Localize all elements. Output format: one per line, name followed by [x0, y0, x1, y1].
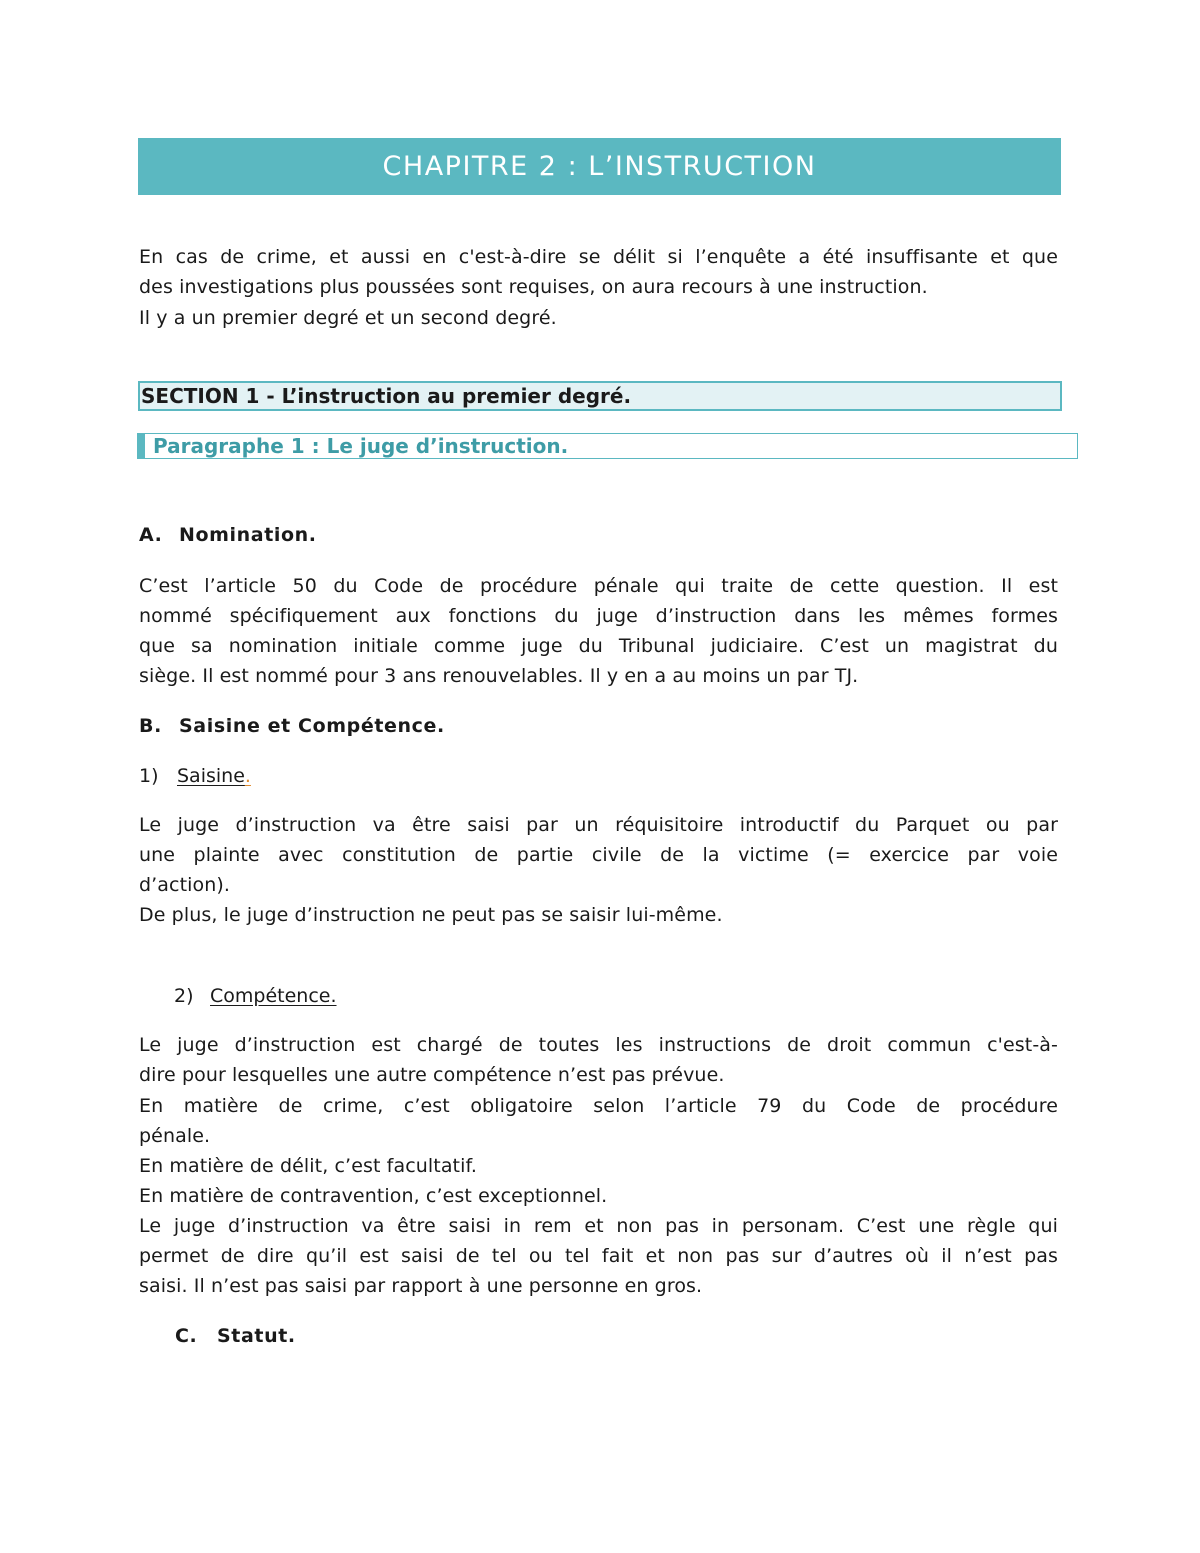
heading-label: A. [139, 524, 163, 546]
subheading-number: 1) [139, 765, 159, 787]
section-heading-box [138, 381, 1062, 411]
heading-label: B. [139, 715, 162, 737]
subheading-dot: . [244, 765, 251, 787]
section-title: SECTION 1 - L’instruction au premier degré. [141, 384, 632, 408]
heading-statut [175, 1321, 296, 1351]
heading-saisine-competence [139, 711, 445, 741]
chapter-banner [138, 138, 1061, 195]
saisine-line-1: Le juge d’instruction va être saisi par un réquisitoire introductif du Parquet ou par [139, 814, 1058, 836]
nomination-line-2: nommé spécifiquement aux fonctions du juge d’instruction dans les mêmes formes [139, 605, 1058, 627]
competence-line-3: En matière de crime, c’est obligatoire selon l’article 79 du Code de procédure [139, 1095, 1058, 1117]
competence-line-7: Le juge d’instruction va être saisi in rem et non pas in personam. C’est une règle qui [139, 1215, 1058, 1237]
saisine-line-3: d’action). [139, 874, 231, 896]
heading-label: C. [175, 1325, 198, 1347]
subheading-title: Saisine [177, 765, 245, 787]
competence-line-4: pénale. [139, 1125, 211, 1147]
saisine-line-4: De plus, le juge d’instruction ne peut pas se saisir lui-même. [139, 904, 723, 926]
chapter-title: CHAPITRE 2 : L’INSTRUCTION [382, 151, 817, 182]
heading-nomination [139, 520, 317, 550]
paragraph-title: Paragraphe 1 : Le juge d’instruction. [153, 434, 569, 458]
competence-line-5: En matière de délit, c’est facultatif. [139, 1155, 478, 1177]
heading-title: Saisine et Compétence. [179, 715, 445, 737]
competence-line-9: saisi. Il n’est pas saisi par rapport à une personne en gros. [139, 1275, 703, 1297]
subheading-number: 2) [174, 985, 194, 1007]
intro-line-1: En cas de crime, et aussi en c'est-à-dire se délit si l’enquête a été insuffisante et que [139, 246, 1058, 268]
intro-line-2: des investigations plus poussées sont requises, on aura recours à une instruction. [139, 276, 928, 298]
competence-line-1: Le juge d’instruction est chargé de toutes les instructions de droit commun c'est-à- [139, 1034, 1058, 1056]
saisine-line-2: une plainte avec constitution de partie civile de la victime (= exercice par voie [139, 844, 1058, 866]
intro-line-3: Il y a un premier degré et un second degré. [139, 307, 557, 329]
paragraph-heading-box [137, 433, 1078, 459]
competence-line-2: dire pour lesquelles une autre compétence n’est pas prévue. [139, 1064, 725, 1086]
subheading-title: Compétence. [210, 985, 337, 1007]
nomination-line-4: siège. Il est nommé pour 3 ans renouvelables. Il y en a au moins un par TJ. [139, 665, 859, 687]
heading-title: Statut. [217, 1325, 296, 1347]
nomination-line-1: C’est l’article 50 du Code de procédure pénale qui traite de cette question. Il est [139, 575, 1058, 597]
competence-line-6: En matière de contravention, c’est exceptionnel. [139, 1185, 608, 1207]
competence-line-8: permet de dire qu’il est saisi de tel ou tel fait et non pas sur d’autres où il n’est pas [139, 1245, 1058, 1267]
subheading-competence [174, 981, 337, 1011]
subheading-saisine [139, 761, 251, 791]
nomination-line-3: que sa nomination initiale comme juge du Tribunal judiciaire. C’est un magistrat du [139, 635, 1058, 657]
heading-title: Nomination. [179, 524, 317, 546]
